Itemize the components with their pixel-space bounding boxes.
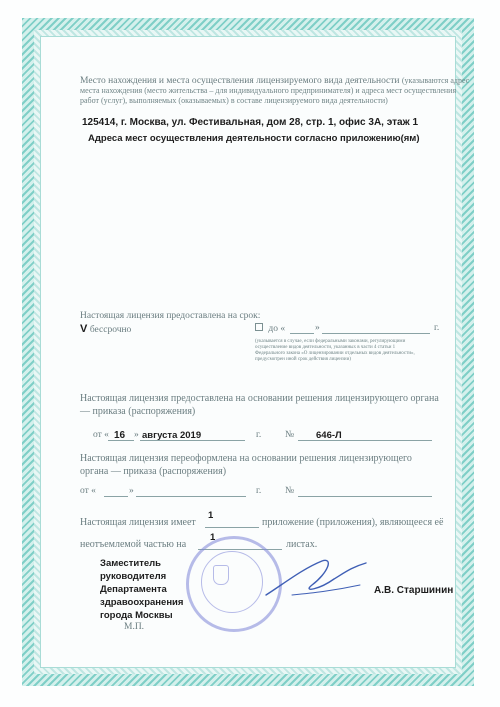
signer-position: Заместитель руководителя Департамента здравоохранения города Москвы	[100, 558, 184, 621]
decision-from: от «	[93, 430, 109, 440]
mp-label: М.П.	[124, 622, 145, 632]
location-note: (указываются адрес места нахождения (место жительства – для индивидуального предпринимателя) и адреса мест осуществления работ (услуг), выполняемых (оказываемых) в составе лицензируемого вида деятельности)	[80, 76, 470, 105]
attachments-has-label: Настоящая лицензия имеет	[80, 517, 196, 528]
decision-number-sign: №	[285, 430, 295, 440]
signature-icon	[262, 555, 372, 601]
location-places: Адреса мест осуществления деятельности согласно приложению(ям)	[88, 133, 420, 144]
location-heading	[80, 76, 470, 106]
license-page: Место нахождения и места осуществления лицензируемого вида деятельности (указываются адрес места нахождения (место жительства – для индивидуального предпринимателя) и адреса мест осуществления работ (услуг), выполняемых (оказываемых) в составе лицензируемого вида деятельности) 125414, г. Москва, ул. Фестивальная, дом 28, стр. 1, офис 3А, этаж 1 Адреса мест осуществления деятельности согласно приложению(ям) Настоящая лицензия предоставлена на срок: V бессрочно до « » г. (указывается в случае, если федеральными законами, регулирующими осуществление видов деятельности, указанных в части 4 статьи 1 Федерального закона «О лицензировании отдельных видов деятельности», предусмотрен иной срок действия лицензии) Настоящая лицензия предоставлена на основании решения лицензирующего органа — приказа (распоряжения) от « 16 » августа 2019 г. № 646-Л Настоящая лицензия переоформлена на основании решения лицензирующего органа — приказа (распоряжения) от « » г. № Настоящая лицензия имеет 1 приложение (приложения), являющееся её неотъемлемой частью на 1 листах. Заместитель руководителя Департамента здравоохранения города Москвы А.В. Старшинин М.П.	[0, 0, 500, 707]
decision-day: 16	[114, 430, 126, 441]
location-address: 125414, г. Москва, ул. Фестивальная, дом 28, стр. 1, офис 3А, этаж 1	[82, 117, 419, 128]
term-label: Настоящая лицензия предоставлена на срок:	[80, 311, 261, 321]
term-indefinite: бессрочно	[89, 325, 132, 335]
coat-of-arms-icon	[213, 565, 229, 585]
term-note: (указывается в случае, если федеральными законами, регулирующими осуществление видов деятельности, указанных в части 4 статьи 1 Федерального закона «О лицензировании отдельных видов деятельности», предусмотрен иной срок действия лицензии)	[255, 339, 415, 362]
attachments-sheets-label: листах.	[286, 539, 318, 550]
check-mark: V	[80, 323, 88, 335]
term-until-label: до «	[268, 324, 286, 334]
location-heading-text: Место нахождения и места осуществления лицензируемого вида деятельности	[80, 76, 400, 86]
term-until-row	[255, 323, 285, 334]
term-until-tail: г.	[434, 323, 440, 333]
reissue-year-suffix: г.	[256, 486, 262, 496]
attachments-sheets: 1	[210, 532, 216, 543]
decision-year-suffix: г.	[256, 430, 262, 440]
decision-label: Настоящая лицензия предоставлена на основании решения лицензирующего органа — приказа (распоряжения)	[80, 393, 439, 417]
reissue-label: Настоящая лицензия переоформлена на основании решения лицензирующего органа — приказа (распоряжения)	[80, 453, 412, 477]
signer-name: А.В. Старшинин	[374, 585, 454, 596]
attachments-count: 1	[208, 510, 214, 521]
checkbox-icon	[255, 323, 263, 331]
decision-month-year: августа 2019	[142, 430, 202, 441]
reissue-from: от «	[80, 486, 96, 496]
reissue-number-sign: №	[285, 486, 295, 496]
attachments-integral-label: неотъемлемой частью на	[80, 539, 187, 550]
term-indefinite-row	[80, 323, 131, 335]
attachments-appendix-label: приложение (приложения), являющееся её	[262, 517, 444, 528]
decision-number: 646-Л	[316, 430, 342, 441]
